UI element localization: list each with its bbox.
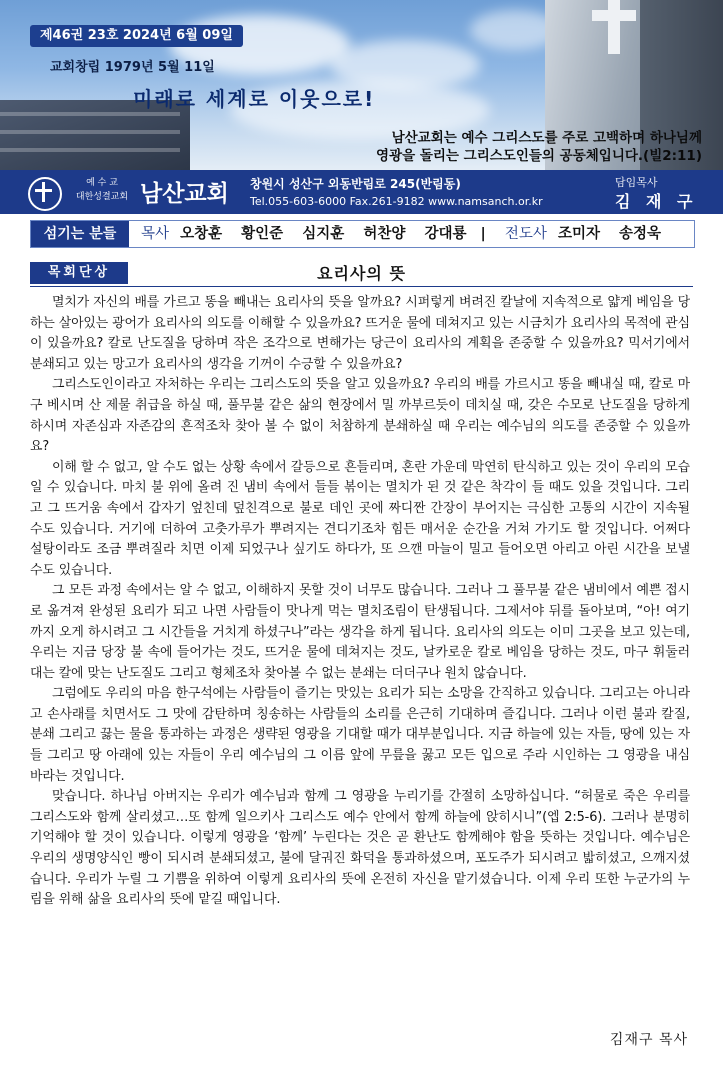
article-paragraph: 이해 할 수 없고, 알 수도 없는 상황 속에서 갈등으로 흔들리며, 혼란 가운데 막연히 탄식하고 있는 것이 우리의 모습일 수 있습니다. 마치 불 위에 올려 진 냄비 속에서 들들 볶이는 멸치가 된 것 같은 착각이 들 때도 있을 것입니다. 그리고 그 뜨거움 속에서 갑자기 엎친데 덮친격으로 불로 데인 곳에 짜디짠 간장이 부어지는 극심한 고통의 시간이 지속될 수도 있습니다. 거기에 더하여 고춧가루가 뿌려지는 견디기조차 힘든 매서운 순간을 거쳐 가기도 할 것입니다. 어쩌다 설탕이라도 조금 뿌려질라 치면 이제 되었구나 싶기도 하다가, 또 으깬 마늘이 밀고 들어오면 아리고 아린 시간을 보낼 수도 있습니다. — [30, 459, 690, 578]
denomination — [68, 176, 136, 204]
denomination-line: 대한성결교회 — [75, 192, 129, 202]
issue-info: 제46권 23호 2024년 6월 09일 — [30, 25, 243, 47]
divider — [30, 286, 693, 287]
article-paragraph: 그 모든 과정 속에서는 알 수 없고, 이해하지 못할 것이 너무도 많습니다. 그러나 그 풀무불 같은 냄비에서 예쁜 접시로 옮겨져 완성된 요리가 되고 나면 사람들이 맛나게 먹는 멸치조림이 탄생됩니다. 그제서야 뒤를 돌아보며, “아! 여기까지 오게 하시려고 그 시간들을 거치게 하셨구나”라는 생각을 하게 됩니다. 요리사의 의도는 이미 그곳을 보고 있는데, 우리는 지금 당장 불 속에 들어가는 것도, 뜨거운 물에 데쳐지는 것도, 날카로운 칼로 베임을 당하는 것도, 마구 휘둘러대는 칼에 맞는 난도질도 그리고 형체조차 찾아볼 수 없는 분쇄는 더더구나 원치 않습니다. — [30, 583, 690, 681]
article-paragraph: 맞습니다. 하나님 아버지는 우리가 예수님과 함께 그 영광을 누리기를 간절히 소망하십니다. “허물로 죽은 우리를 그리스도와 함께 살리셨고…또 함께 일으키사 그리스도 예수 안에서 함께 하늘에 앉히시니”(엡 2:5-6). 그러나 분명히 기억해야 할 것이 있습니다. 이렇게 영광을 ‘함께’ 누린다는 것은 곧 환난도 함께해야 함을 뜻하는 것입니다. 예수님은 우리의 생명양식인 빵이 되시려 분쇄되셨고, 불에 달궈진 화덕을 통과하셨으며, 포도주가 되시려고 밟히셨고, 으깨지셨습니다. 우리가 누릴 그 기쁨을 위하여 이렇게 요리사의 뜻에 온전히 자신을 맡기셨습니다. 이제 우리 또한 누군가의 누림을 위해 삶을 요리사의 뜻에 맡길 때입니다. — [30, 789, 690, 908]
logo-cross-icon — [42, 182, 45, 202]
church-logo-icon — [28, 177, 62, 211]
servants-label: 섬기는 분들 — [31, 221, 129, 247]
column-label: 목회단상 — [30, 262, 128, 284]
servant-name: 조미자 — [557, 226, 600, 242]
building-window-stripe — [0, 130, 180, 134]
article-title: 요리사의 뜻 — [317, 264, 406, 283]
header-banner — [0, 0, 723, 170]
servants-separator: | — [480, 226, 486, 242]
church-name: 남산교회 — [140, 180, 229, 207]
cross-icon — [608, 0, 620, 54]
pastor-role-label: 목사 — [141, 226, 170, 242]
article-paragraph: 멸치가 자신의 배를 가르고 똥을 빼내는 요리사의 뜻을 알까요? 시퍼렇게 벼려진 칼날에 지속적으로 얇게 베임을 당하는 살아있는 광어가 요리사의 의도를 이해할 수 있을까요? 뜨거운 물에 데쳐지고 있는 시금치가 요리사의 목적에 관심이 있을까요? 칼로 난도질을 당하며 작은 조각으로 변해가는 당근이 요리사의 계획을 존중할 수 있을까요? 믹서기에서 분쇄되고 있는 망고가 요리사의 생각을 기꺼이 수긍할 수 있을까요? — [30, 295, 690, 372]
building-window-stripe — [0, 112, 180, 116]
article-paragraph: 그럼에도 우리의 마음 한구석에는 사람들이 즐기는 맛있는 요리가 되는 소망을 간직하고 있습니다. 그리고는 아니라고 손사래를 치면서도 그 맛에 감탄하며 칭송하는 사람들의 소리를 은근히 기대하며 즐깁니다. 그러나 이런 불과 칼질, 분쇄 그리고 끓는 물을 통과하는 과정은 생략된 영광을 기대할 때가 대부분입니다. 지금 하늘에 있는 자들, 땅에 있는 자들 그리고 땅 아래에 있는 자들이 우리 예수님의 그 이름 앞에 무릎을 꿇고 모든 입으로 주라 시인하는 그 영광을 내심 바라는 것입니다. — [30, 686, 690, 784]
article-paragraph: 그리스도인이라고 자처하는 우리는 그리스도의 뜻을 알고 있을까요? 우리의 배를 가르시고 똥을 빼내실 때, 칼로 마구 베시며 산 제물 취급을 하실 때, 풀무불 같은 삶의 현장에서 밀 까부르듯이 데치실 때, 갖은 수모로 난도질을 당하게 하시며 자존심과 자존감의 흔적조차 찾아 볼 수 없이 처참하게 분쇄하실 때 우리는 예수님의 의도를 존중할 수 있을까요? — [30, 377, 690, 455]
church-contact: Tel.055-603-6000 Fax.261-9182 www.namsanch.or.kr — [250, 195, 543, 208]
mission-line: 영광을 돌리는 그리스도인들의 공동체입니다.(빌2:11) — [376, 148, 702, 164]
church-info-bar — [0, 170, 723, 214]
founding-date: 교회창립 1979년 5월 11일 — [50, 60, 215, 75]
servant-name: 오창훈 — [180, 226, 223, 242]
cross-icon-bar — [592, 10, 636, 21]
servant-name: 심지훈 — [302, 226, 345, 242]
denomination-line: 예 수 교 — [86, 178, 118, 188]
church-motto: 미래로 세계로 이웃으로! — [133, 87, 376, 111]
pastor-name: 김 재 구 — [615, 192, 698, 211]
author-signature: 김재구 목사 — [609, 1032, 688, 1048]
servant-name: 황인준 — [241, 226, 284, 242]
mission-statement — [330, 129, 702, 165]
evangelist-role-label: 전도사 — [504, 226, 547, 242]
pastor-label: 담임목사 — [615, 176, 658, 189]
mission-line: 남산교회는 예수 그리스도를 주로 고백하며 하나님께 — [391, 130, 702, 146]
church-address: 창원시 성산구 외동반림로 245(반림동) — [250, 177, 461, 191]
servant-name: 송정욱 — [619, 226, 662, 242]
servants-list — [141, 221, 675, 247]
servant-name: 강대룡 — [424, 226, 467, 242]
servants-bar — [30, 220, 695, 248]
logo-cross-bar-icon — [35, 189, 52, 192]
article-body — [30, 293, 690, 911]
servant-name: 허찬양 — [363, 226, 406, 242]
building-window-stripe — [0, 148, 180, 152]
